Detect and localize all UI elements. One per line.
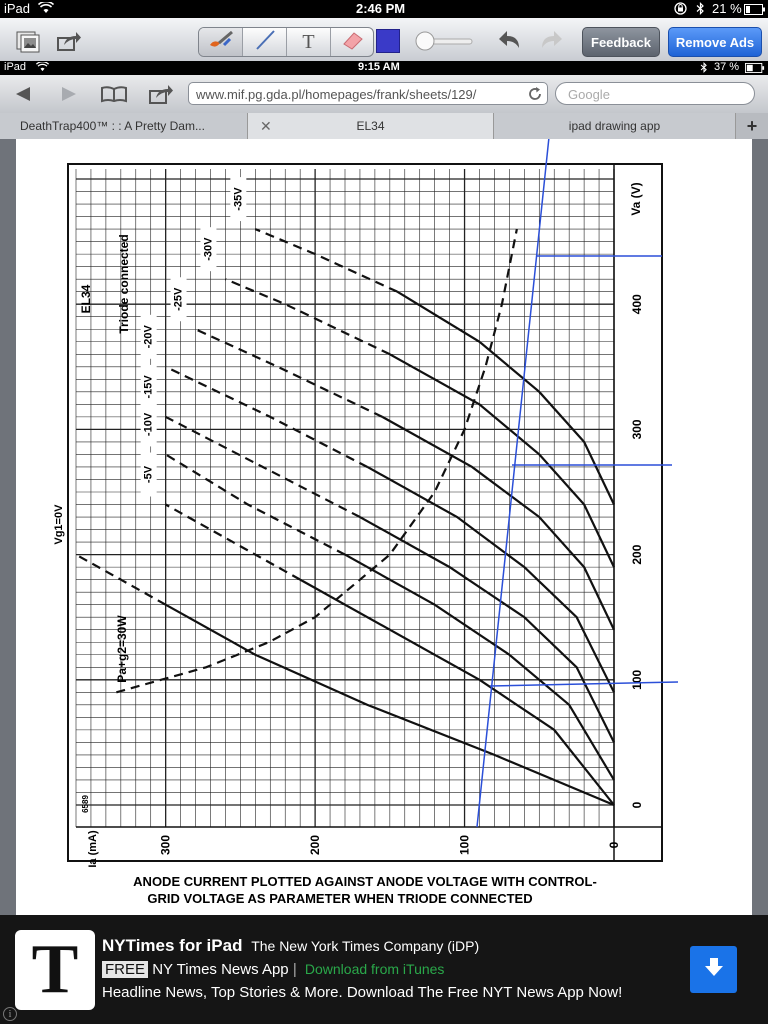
ad-app-name: NY Times News App — [152, 961, 289, 978]
back-icon[interactable] — [12, 84, 34, 104]
series-label: -10V — [142, 412, 155, 437]
download-icon — [703, 956, 725, 983]
embedded-battery-percent: 37 % — [714, 61, 740, 73]
brush-tool-button[interactable] — [199, 28, 243, 56]
ad-separator: | — [292, 961, 297, 978]
search-field[interactable] — [555, 82, 755, 105]
share-icon[interactable] — [56, 30, 82, 52]
bookmarks-icon[interactable] — [100, 84, 128, 104]
tab-deathtrap[interactable] — [0, 113, 248, 139]
embedded-time: 9:15 AM — [358, 61, 400, 73]
ia-tick-label-group — [458, 835, 472, 855]
ia-tick-label: 0 — [607, 841, 621, 849]
series-label-group — [171, 277, 187, 321]
va-tick-label: 100 — [630, 669, 644, 690]
series-label: -35V — [232, 187, 245, 211]
series-label-group — [141, 402, 157, 446]
add-tab-icon[interactable]: + — [746, 116, 758, 136]
search-placeholder: Google — [568, 87, 610, 102]
ad-tagline: Headline News, Top Stories & More. Download The Free NYT News App Now! — [102, 984, 623, 1001]
tool-selector — [198, 27, 374, 57]
va-axis-label: Va (V) — [629, 182, 643, 216]
nyt-logo — [15, 930, 95, 1010]
series-label-group — [141, 365, 157, 409]
ia-tick-label: 300 — [158, 834, 173, 856]
battery-percent: 21 % — [712, 1, 742, 16]
close-tab-icon[interactable]: ✕ — [260, 118, 272, 134]
va-tick-label: 400 — [630, 294, 644, 315]
series-label: -15V — [142, 375, 155, 399]
series-curve — [382, 417, 614, 630]
va-tick-label: 300 — [630, 419, 644, 440]
series-curve-dashed — [196, 329, 383, 417]
series-label: -5V — [142, 465, 155, 484]
share-icon[interactable] — [148, 83, 174, 105]
bluetooth-icon — [696, 2, 705, 18]
ad-banner[interactable] — [0, 915, 768, 1024]
series-label: -30V — [202, 237, 215, 261]
va-tick-label: 0 — [630, 801, 644, 809]
feedback-button[interactable]: Feedback — [582, 27, 660, 57]
brush-icon — [206, 29, 236, 56]
wifi-icon — [38, 2, 54, 17]
pen-icon — [254, 29, 276, 56]
series-curve — [397, 292, 614, 505]
battery-icon — [744, 3, 766, 18]
url-field[interactable] — [188, 82, 548, 105]
series-labels — [51, 177, 246, 547]
embedded-status-bar — [0, 61, 768, 75]
series-label-group — [141, 315, 157, 359]
download-button[interactable] — [690, 946, 737, 993]
embedded-device-label: iPad — [4, 61, 27, 73]
series-label-group — [230, 177, 246, 221]
ad-download-link[interactable]: Download from iTunes — [304, 961, 445, 977]
series-label: -20V — [142, 325, 155, 349]
status-time: 2:46 PM — [356, 1, 406, 16]
reload-icon[interactable] — [527, 86, 543, 105]
eraser-icon — [341, 30, 365, 55]
ad-app-row — [102, 961, 444, 978]
wifi-icon — [36, 62, 49, 75]
series-label: Vg1=0V — [53, 504, 65, 545]
browser-tab-bar — [0, 113, 768, 140]
eraser-tool-button[interactable] — [331, 28, 374, 56]
tab-label: ipad drawing app — [568, 119, 661, 133]
sheet-number: 6589 — [81, 795, 90, 813]
dissipation-label: Pa+g2=30W — [115, 615, 129, 683]
gallery-icon[interactable] — [16, 29, 42, 53]
datasheet-page — [16, 139, 752, 915]
info-icon[interactable]: i — [3, 1007, 17, 1021]
caption-line-2: GRID VOLTAGE AS PARAMETER WHEN TRIODE CONNECTED — [147, 891, 533, 906]
tab-label: DeathTrap400™ : : A Pretty Dam... — [20, 119, 205, 133]
ia-tick-label-group — [159, 835, 173, 855]
free-badge: FREE — [102, 961, 148, 978]
va-tick-label-group — [630, 544, 644, 564]
series-curve-dashed — [255, 229, 397, 292]
chart-frame — [68, 164, 662, 861]
remove-ads-button[interactable]: Remove Ads — [668, 27, 762, 57]
tube-label: EL34 — [79, 284, 93, 314]
series-label: -25V — [172, 287, 185, 311]
ia-tick-label-group — [607, 841, 621, 848]
el34-characteristics-chart — [16, 139, 752, 915]
page-gutter-left — [0, 139, 16, 915]
ia-tick-label: 100 — [457, 834, 472, 856]
ia-axis-label: Ia (mA) — [87, 830, 99, 868]
chart-ticks — [159, 294, 644, 855]
browser-nav-bar — [0, 75, 768, 113]
ia-tick-label-group — [308, 835, 322, 855]
drawing-toolbar — [0, 18, 768, 62]
tab-ipad-drawing-app[interactable] — [494, 113, 736, 139]
nyt-logo-glyph: T — [31, 931, 79, 1008]
brush-size-slider[interactable] — [414, 31, 474, 51]
text-tool-button[interactable]: T — [287, 28, 331, 56]
series-label-group — [51, 503, 67, 547]
device-label: iPad — [4, 1, 31, 16]
status-bar — [0, 0, 768, 18]
va-tick-label: 200 — [630, 544, 644, 565]
ad-publisher: The New York Times Company (iDP) — [251, 938, 480, 954]
ad-title-row — [102, 936, 479, 956]
pen-tool-button[interactable] — [243, 28, 287, 56]
redo-icon[interactable] — [538, 29, 564, 53]
va-tick-label-group — [630, 801, 644, 808]
series-curve — [390, 354, 614, 567]
tab-el34[interactable] — [248, 113, 494, 139]
ad-title: NYTimes for iPad — [102, 936, 243, 955]
va-tick-label-group — [630, 419, 644, 439]
page-gutter-right — [752, 139, 768, 915]
series-label-group — [200, 227, 216, 271]
caption-line-1: ANODE CURRENT PLOTTED AGAINST ANODE VOLTAGE WITH CONTROL- — [133, 874, 597, 889]
va-tick-label-group — [630, 294, 644, 314]
rotation-lock-icon — [674, 2, 687, 18]
forward-icon[interactable] — [58, 84, 80, 104]
bluetooth-icon — [700, 62, 708, 76]
series-label-group — [141, 453, 157, 497]
ia-tick-label: 200 — [308, 834, 323, 856]
color-swatch[interactable] — [376, 29, 400, 53]
va-tick-label-group — [630, 669, 644, 689]
undo-icon[interactable] — [497, 29, 523, 53]
tab-label: EL34 — [356, 119, 385, 133]
url-text: www.mif.pg.gda.pl/homepages/frank/sheets/129/ — [196, 87, 477, 102]
connection-label: Triode connected — [117, 234, 131, 334]
chart-grid — [76, 169, 614, 827]
